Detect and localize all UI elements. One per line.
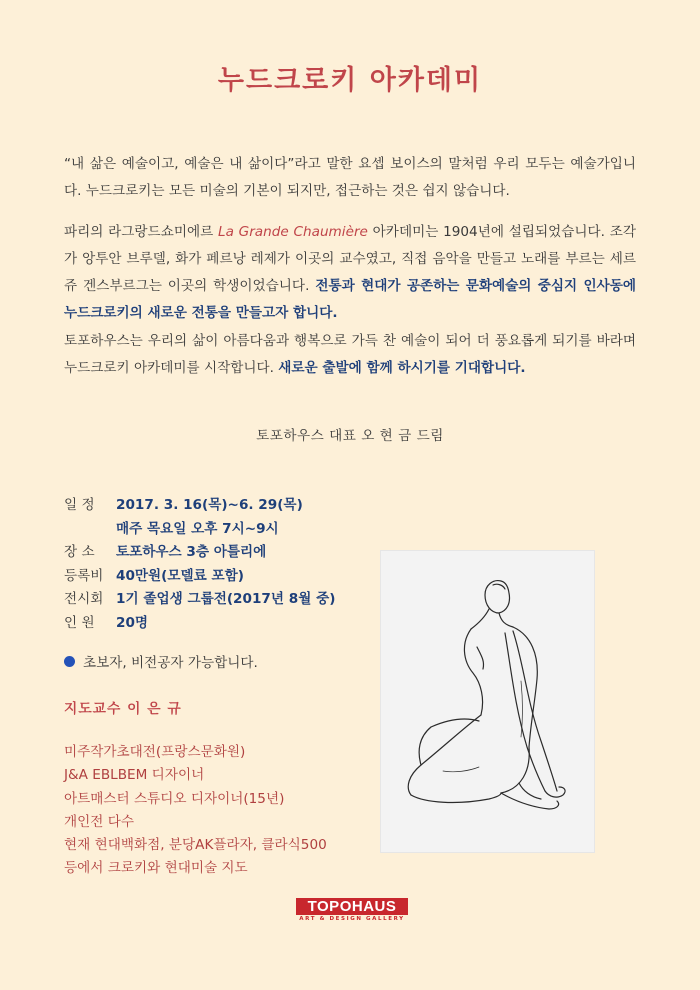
career-list — [64, 741, 327, 881]
info-row — [64, 494, 335, 518]
info-label: 인 원 — [64, 614, 95, 631]
page-title: 누드크로키 아카데미 — [217, 65, 483, 96]
sketch-drawing — [381, 551, 594, 852]
intro-p3-text: 토포하우스는 우리의 삶이 아름다움과 행복으로 가득 찬 예술이 되어 더 풍요롭게 되기를 바라며 누드크로키 아카데미를 시작합니다. — [64, 333, 636, 376]
info-row — [64, 518, 335, 542]
career-item: J&A EBLBEM 디자이너 — [64, 767, 205, 784]
blue-dot-icon — [64, 656, 75, 667]
career-item: 현재 현대백화점, 분당AK플라자, 클라식500 — [64, 837, 327, 854]
info-value: 토포하우스 3층 아틀리에 — [116, 544, 267, 560]
intro-paragraph-1 — [64, 151, 636, 205]
info-label: 장 소 — [64, 544, 95, 560]
info-label: 등록비 — [64, 567, 104, 584]
career-item: 개인전 다수 — [64, 813, 134, 830]
intro-p2-after: 아카데미는 1904년에 설립되었습니다. 조각가 앙투안 브루델, 화가 페르낭 레제가 이곳의 교수였고, 직접 음악을 만들고 노래를 부르는 세르쥬 겐스부르그는 이곳의 학생이었습니다. — [64, 224, 637, 294]
intro-p2-before: 파리의 라그랑드쇼미에르 — [64, 224, 218, 240]
info-value: 2017. 3. 16(목)~6. 29(목) — [116, 497, 303, 513]
info-label: 전시회 — [64, 591, 104, 607]
info-row — [64, 588, 335, 612]
intro-paragraph-2 — [64, 219, 636, 327]
career-item: 아트매스터 스튜디오 디자이너(15년) — [64, 790, 285, 807]
info-row — [64, 612, 335, 636]
career-item: 등에서 크로키와 현대미술 지도 — [64, 860, 248, 877]
info-value: 매주 목요일 오후 7시~9시 — [116, 520, 279, 537]
info-row — [64, 541, 335, 565]
intro-paragraph-3 — [64, 328, 636, 382]
professor-title: 지도교수 이 은 규 — [64, 701, 182, 717]
info-list — [64, 494, 335, 635]
career-item: 미주작가초대전(프랑스문화원) — [64, 744, 246, 760]
info-label — [64, 518, 116, 542]
info-value: 1기 졸업생 그룹전(2017년 8월 중) — [116, 591, 336, 607]
nude-figure-sketch — [380, 550, 595, 853]
logo-main-text: TOPOHAUS — [296, 898, 408, 915]
signature: 토포하우스 대표 오 현 금 드림 — [256, 428, 444, 444]
intro-p1-text: “내 삶은 예술이고, 예술은 내 삶이다”라고 말한 요셉 보이스의 말처럼 우리 모두는 예술가입니다. 누드크로키는 모든 미술의 기본이 되지만, 접근하는 것은 쉽지 않습니다. — [64, 156, 636, 199]
intro-p2-italic: La Grande Chaumière — [218, 224, 368, 240]
info-value: 20명 — [116, 614, 149, 631]
intro-p3-bold: 새로운 출발에 함께 하시기를 기대합니다. — [278, 360, 526, 376]
logo-sub-text: ART & DESIGN GALLERY — [299, 916, 405, 922]
intro-p2-bold: 전통과 현대가 공존하는 문화예술의 중심지 인사동에 누드크로키의 새로운 전통을 만들고자 합니다. — [64, 278, 636, 321]
note-text: 초보자, 비전공자 가능합니다. — [83, 655, 258, 671]
info-value: 40만원(모델료 포함) — [116, 567, 244, 584]
eligibility-note — [64, 651, 258, 671]
topohaus-logo — [296, 898, 408, 926]
info-row — [64, 565, 335, 589]
info-label: 일 정 — [64, 497, 95, 513]
